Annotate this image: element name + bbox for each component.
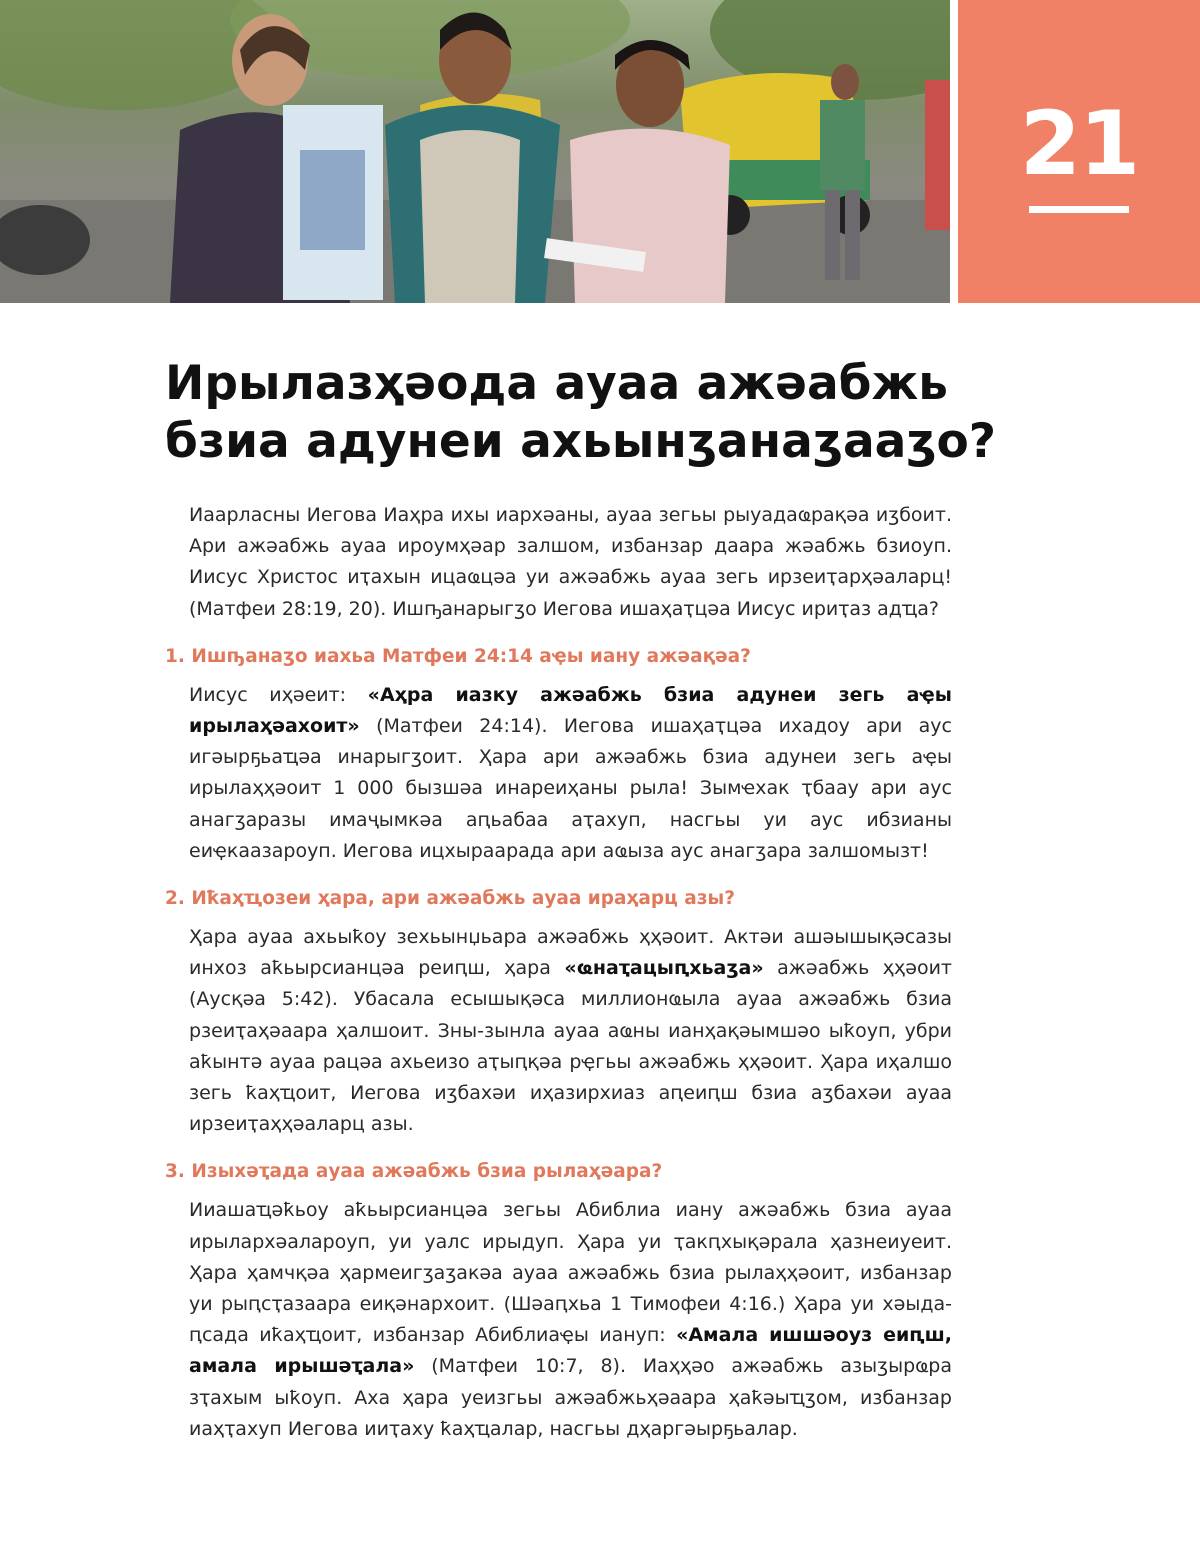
street-scene-illustration xyxy=(0,0,950,303)
chapter-number: 21 xyxy=(1019,92,1139,195)
answer-text: (Матфеи 10:7, 8). Иаҳҳәо ажәабжь азыӡырҩра зҭахым ыҟоуп. Аха ҳара уеизгьы ажәабжьҳәаара ҳаҟәыҵӡом, избанзар иаҳҭахуп Иегова ииҭаху ҟаҳҵалар, насгьы дҳаргәырҕьалар. xyxy=(189,1355,953,1440)
question-heading-2: 2. Иҟаҳҵозеи ҳара, ари ажәабжь ауаа ираҳарц азы? xyxy=(165,888,735,910)
question-heading-3: 3. Изыхәҭада ауаа ажәабжь бзиа рылаҳәара? xyxy=(165,1161,663,1183)
answer-text: ажәабжь ҳҳәоит (Аусқәа 5:42). Убасала есышықәса миллионҩыла ауаа ажәабжь бзиа рзеиҭаҳәаара ҳалшоит. Зны-зынла ауаа аҩны ианҳақәымшәо ыҟоуп, убри аҟынтә ауаа рацәа ахьеизо аҭыԥқәа рҿгьы ажәабжь ҳҳәоит. Ҳара иҳалшо зегь ҟаҳҵоит, Иегова иӡбахәи иҳазирхиаз аԥеиԥш бзиа аӡбахәи ауаа ирзеиҭаҳҳәаларц азы. xyxy=(189,957,952,1136)
answer-paragraph-2 xyxy=(189,922,952,1140)
answer-text: Ииашаҵәҟьоу аҟьырсианцәа зегьы Абиблиа иану ажәабжь бзиа ауаа ирылархәаларoуп, уи уалс ирыдуп. Ҳара уи ҭакԥхықәрала ҳазнеиуеит. Ҳара ҳамчқәа ҳармеигӡаӡакәа ауаа ажәабжь бзиа рылаҳҳәоит, избанзар уи рыԥсҭазаара еиқәнархоит. (Шәаԥхьа 1 Тимофеи 4:16.) Ҳара уи хәыда-ԥсада иҟаҳҵоит, избанзар Абиблиаҿы ианyп: xyxy=(189,1199,952,1347)
answer-text: Ҳара ауаа ахьыҟоу зехьынџьара ажәабжь ҳҳәоит. Актәи ашәышықәсазы инхоз аҟьырсианцәа реиԥш, ҳара xyxy=(189,926,952,980)
article-body xyxy=(0,500,1200,1445)
answer-paragraph-3 xyxy=(189,1195,952,1445)
scripture-quote: «Амала ишшәоуз еиԥш, амала ирышәҭала» xyxy=(189,1324,952,1378)
scripture-quote: «ҩнаҭацыԥхьаӡа» xyxy=(564,957,764,980)
chapter-underline xyxy=(1029,206,1129,213)
answer-paragraph-1 xyxy=(189,680,952,867)
chapter-badge xyxy=(958,0,1200,303)
answer-text: Иисус иҳәеит: xyxy=(189,683,368,706)
scripture-quote: «Аҳра иазку ажәабжь бзиа адунеи зегь аҿы ирылаҳәахоит» xyxy=(189,683,952,738)
header-photo xyxy=(0,0,950,303)
page-title: Ирылазҳәода ауаа ажәабжь бзиа адунеи ахьынӡанаӡааӡо? xyxy=(165,356,997,469)
answer-text: (Матфеи 24:14). Иегова ишаҳаҭцәа ихадоу ари аус игәырҕьаҵәа инарыгӡоит. Ҳара ари ажәабжь бзиа адунеи зегь аҿы ирылаҳҳәоит 1 000 бызшәа инареиҳаны рыла! Зымҽхак ҭбаау ари аус анагӡаразы имаҷымкәа аԥьабаа аҭахуп, насгьы уи аус ибзианы еиҿкаазароуп. Иегова ицхыраарада ари аҩыза аус анагӡара залшомызт! xyxy=(189,715,952,862)
intro-paragraph: Иаарласны Иегова Иаҳра ихы иархәаны, ауаа зегьы рыуадаҩрақәа иӡбоит. Ари ажәабжь ауаа ироумҳәар залшом, избанзар даара жәабжь бзиоуп. Иисус Христос иҭахын ицаҩцәа уи ажәабжь ауаа зегь ирзеиҭарҳәаларц! (Матфеи 28:19, 20). Ишҧанарыгӡо Иегова ишаҳаҭцәа Иисус ириҭаз адҵа? xyxy=(189,504,952,620)
question-heading-1: 1. Ишҧанаӡо иахьа Матфеи 24:14 аҿы иану ажәақәа? xyxy=(165,645,751,667)
